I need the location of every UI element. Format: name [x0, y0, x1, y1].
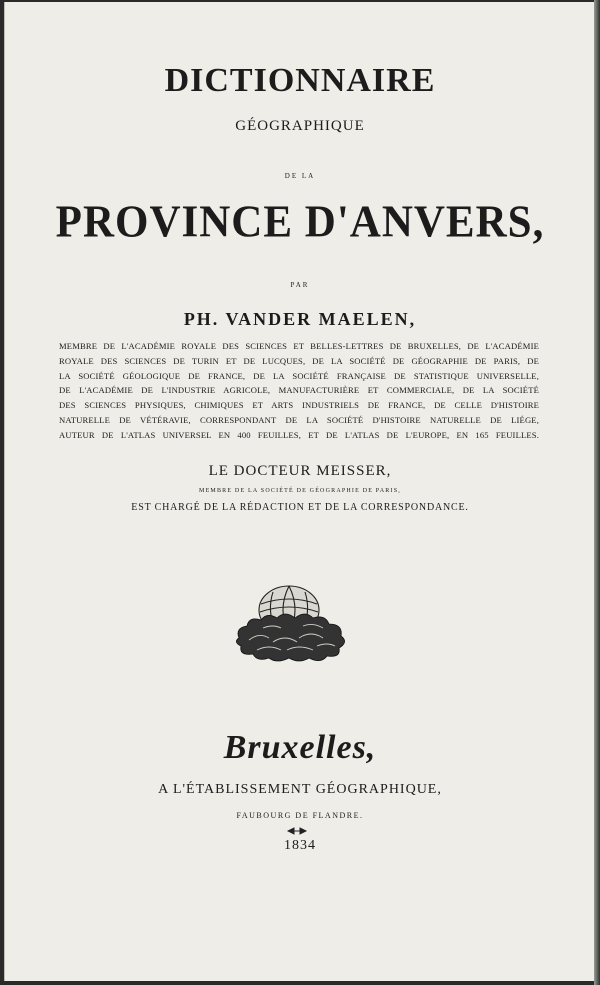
publisher: A L'ÉTABLISSEMENT GÉOGRAPHIQUE, — [158, 782, 442, 797]
editor-name: LE DOCTEUR MEISSER, — [208, 463, 392, 479]
title-page — [4, 2, 595, 981]
credential-line: MEMBRE DE L'ACADÉMIE ROYALE DES SCIENCES ET BELLES-LETTRES DE BRUXELLES, DE L'ACADÉMIE — [59, 341, 539, 351]
book-subtitle-province: PROVINCE D'ANVERS, — [55, 197, 545, 248]
editor-task: EST CHARGÉ DE LA RÉDACTION ET DE LA CORRESPONDANCE. — [131, 502, 469, 513]
credential-line: DES SCIENCES PHYSIQUES, CHIMIQUES ET ARTS INDUSTRIELS DE FRANCE, DE CELLE D'HISTOIRE — [59, 400, 539, 411]
fleuron-ornament-icon — [287, 827, 307, 835]
credential-line: NATURELLE DE VÉTÉRAVIE, CORRESPONDANT DE LA SOCIÉTÉ D'HISTOIRE NATURELLE DE LIÉGE, — [59, 414, 539, 425]
author-name: PH. VANDER MAELEN, — [183, 309, 417, 329]
by-label: PAR — [290, 281, 310, 289]
globe-cloud-vignette-icon — [233, 580, 349, 664]
credential-line: DE L'ACADÉMIE DE L'INDUSTRIE AGRICOLE, MANUFACTURIÈRE ET COMMERCIALE, DE LA SOCIÉTÉ — [59, 385, 539, 396]
book-title: DICTIONNAIRE — [164, 62, 436, 99]
author-credentials — [59, 339, 539, 443]
credential-line: ROYALE DES SCIENCES DE TURIN ET DE LUCQUES, DE LA SOCIÉTÉ DE GÉOGRAPHIE DE PARIS, DE — [59, 355, 539, 366]
book-subtitle-de-la: DE LA — [284, 172, 316, 180]
publisher-address: FAUBOURG DE FLANDRE. — [236, 811, 364, 820]
publication-year: 1834 — [284, 838, 316, 853]
book-subtitle-geographique: GÉOGRAPHIQUE — [235, 118, 365, 134]
page-edge — [594, 0, 600, 985]
editor-role: MEMBRE DE LA SOCIÉTÉ DE GÉOGRAPHIE DE PARIS, — [199, 488, 401, 494]
credential-line: AUTEUR DE L'ATLAS UNIVERSEL EN 400 FEUILLES, ET DE L'ATLAS DE L'EUROPE, EN 165 FEUILLES. — [59, 429, 539, 440]
publication-city: Bruxelles, — [223, 729, 377, 766]
credential-line: LA SOCIÉTÉ GÉOLOGIQUE DE FRANCE, DE LA SOCIÉTÉ FRANÇAISE DE STATISTIQUE UNIVERSELLE, — [59, 370, 539, 381]
